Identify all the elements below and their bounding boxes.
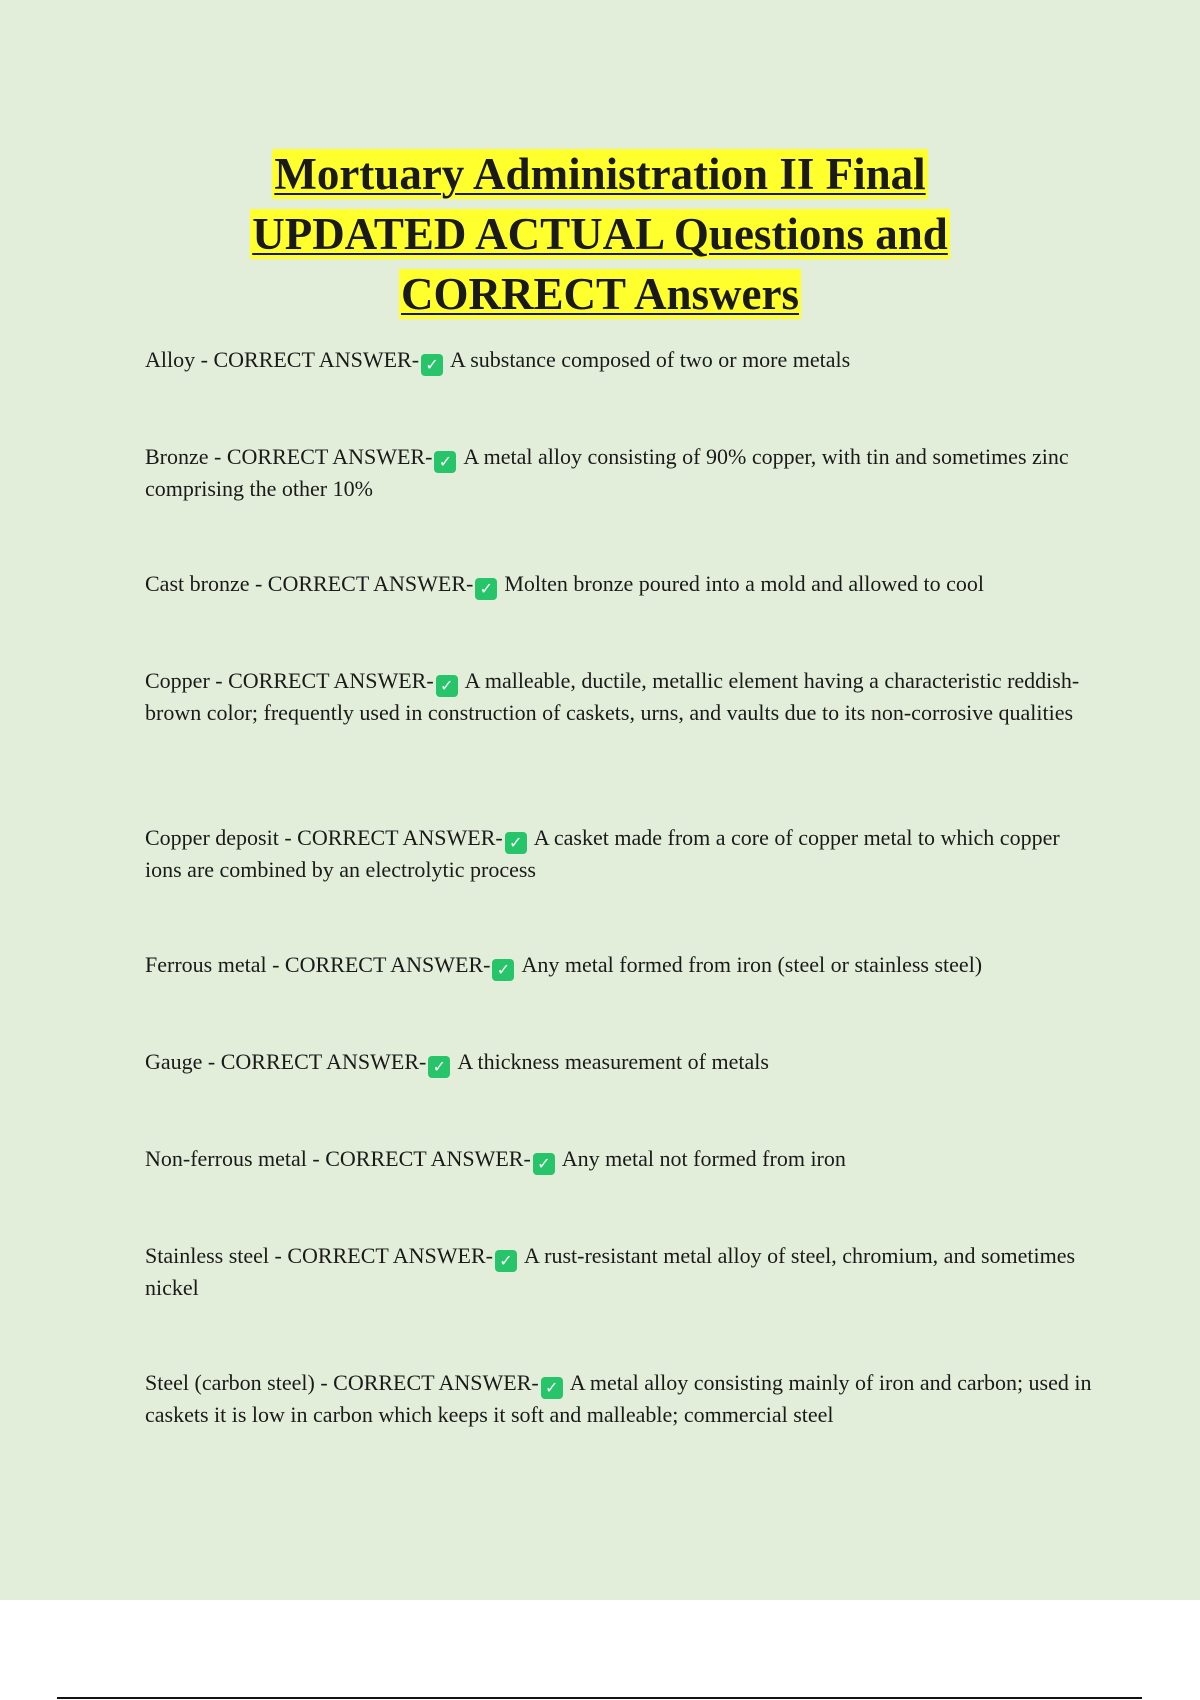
qa-term: Gauge — [145, 1049, 203, 1074]
qa-item-cast-bronze: Cast bronze - CORRECT ANSWER- ✓ Molten bronze poured into a mold and allowed to cool — [145, 571, 984, 598]
qa-answer: A malleable, ductile, metallic element having a characteristic reddish-brown color; frequently used in construction of caskets, urns, and vaults due to its non-corrosive qualities — [145, 668, 1080, 725]
title-line — [100, 204, 1100, 264]
title-line — [100, 264, 1100, 324]
check-icon: ✓ — [541, 1377, 563, 1399]
answer-marker: CORRECT ANSWER- — [325, 1146, 531, 1171]
answer-marker: CORRECT ANSWER- — [333, 1370, 539, 1395]
qa-item-alloy: Alloy - CORRECT ANSWER- ✓ A substance composed of two or more metals — [145, 347, 851, 374]
qa-term: Stainless steel — [145, 1243, 270, 1268]
qa-term: Copper deposit — [145, 825, 279, 850]
qa-answer: A substance composed of two or more metals — [450, 347, 851, 372]
title-line-text: CORRECT Answers — [401, 269, 799, 319]
check-icon: ✓ — [505, 832, 527, 854]
qa-item-stainless-steel: Stainless steel - CORRECT ANSWER- ✓ A rust-resistant metal alloy of steel, chromium, and sometimes nickel — [145, 1243, 1076, 1300]
qa-answer: A rust-resistant metal alloy of steel, chromium, and sometimes nickel — [145, 1243, 1076, 1300]
qa-answer: Any metal formed from iron (steel or stainless steel) — [521, 952, 983, 977]
check-icon: ✓ — [434, 451, 456, 473]
qa-answer: Any metal not formed from iron — [561, 1146, 846, 1171]
qa-answer: A metal alloy consisting of 90% copper, with tin and sometimes zinc comprising the other 10% — [145, 444, 1069, 501]
answer-marker: CORRECT ANSWER- — [228, 668, 434, 693]
qa-item-ferrous-metal: Ferrous metal - CORRECT ANSWER- ✓ Any metal formed from iron (steel or stainless steel) — [145, 952, 983, 979]
answer-marker: CORRECT ANSWER- — [220, 1049, 427, 1074]
qa-answer: Molten bronze poured into a mold and allowed to cool — [504, 571, 984, 596]
answer-marker: CORRECT ANSWER- — [267, 571, 474, 596]
footer-rule — [57, 1697, 1142, 1699]
qa-item-bronze: Bronze - CORRECT ANSWER- ✓ A metal alloy consisting of 90% copper, with tin and sometimes zinc comprising the other 10% — [145, 444, 1069, 501]
qa-item-non-ferrous-metal: Non-ferrous metal - CORRECT ANSWER- ✓ Any metal not formed from iron — [145, 1146, 846, 1173]
qa-term: Bronze — [145, 444, 209, 469]
check-icon: ✓ — [436, 675, 458, 697]
answer-marker: CORRECT ANSWER- — [226, 444, 433, 469]
qa-term: Alloy — [145, 347, 196, 372]
check-icon: ✓ — [475, 578, 497, 600]
check-icon: ✓ — [495, 1250, 517, 1272]
qa-item-steel-carbon-steel: Steel (carbon steel) - CORRECT ANSWER- ✓ A metal alloy consisting mainly of iron and carbon; used in caskets it is low in carbon which keeps it soft and malleable; commercial steel — [145, 1370, 1092, 1427]
qa-answer: A thickness measurement of metals — [457, 1049, 769, 1074]
qa-term: Copper — [145, 668, 210, 693]
qa-term: Steel (carbon steel) — [145, 1370, 315, 1395]
answer-marker: CORRECT ANSWER- — [213, 347, 420, 372]
check-icon: ✓ — [533, 1153, 555, 1175]
check-icon: ✓ — [421, 354, 443, 376]
title-line — [100, 144, 1100, 204]
qa-answer: A casket made from a core of copper metal to which copper ions are combined by an electrolytic process — [145, 825, 1060, 882]
qa-answer: A metal alloy consisting mainly of iron and carbon; used in caskets it is low in carbon which keeps it soft and malleable; commercial steel — [145, 1370, 1092, 1427]
answer-marker: CORRECT ANSWER- — [297, 825, 503, 850]
qa-term: Non-ferrous metal — [145, 1146, 307, 1171]
check-icon: ✓ — [428, 1056, 450, 1078]
answer-marker: CORRECT ANSWER- — [284, 952, 491, 977]
qa-item-gauge: Gauge - CORRECT ANSWER- ✓ A thickness measurement of metals — [145, 1049, 769, 1076]
title-line-text: UPDATED ACTUAL Questions and — [252, 209, 948, 259]
qa-term: Ferrous metal — [145, 952, 267, 977]
qa-item-copper-deposit: Copper deposit - CORRECT ANSWER- ✓ A casket made from a core of copper metal to which copper ions are combined by an electrolytic process — [145, 825, 1060, 882]
check-icon: ✓ — [492, 959, 514, 981]
answer-marker: CORRECT ANSWER- — [287, 1243, 493, 1268]
qa-term: Cast bronze — [145, 571, 250, 596]
qa-item-copper: Copper - CORRECT ANSWER- ✓ A malleable, ductile, metallic element having a characteristic reddish-brown color; frequently used in construction of caskets, urns, and vaults due to its non-corrosive qualities — [145, 668, 1080, 725]
document-title — [100, 144, 1100, 324]
title-line-text: Mortuary Administration II Final — [274, 149, 926, 199]
